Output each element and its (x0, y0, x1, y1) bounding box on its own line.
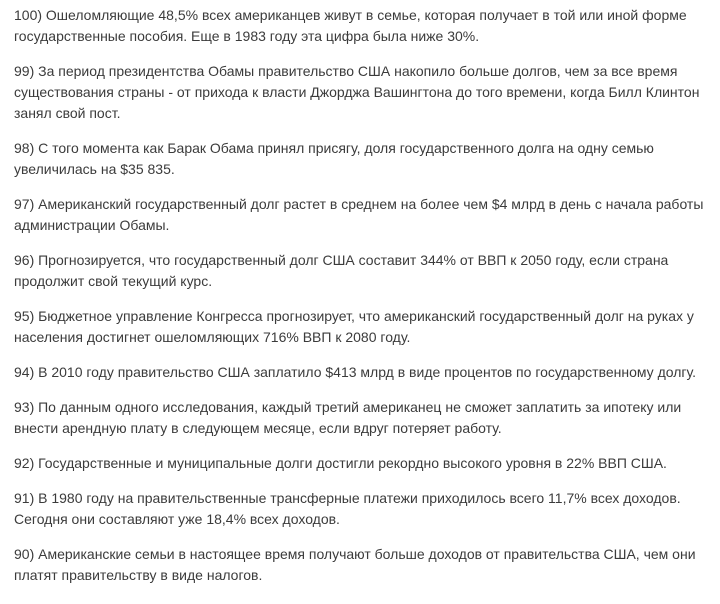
fact-paragraph-100: 100) Ошеломляющие 48,5% всех американцев живут в семье, которая получает в той или иной форме государственные пособия. Еще в 1983 году эта цифра была ниже 30%. (14, 7, 687, 44)
fact-paragraph-92: 92) Государственные и муниципальные долги достигли рекордно высокого уровня в 22% ВВП США. (14, 455, 667, 471)
fact-paragraph-93: 93) По данным одного исследования, каждый третий американец не сможет заплатить за ипотеку или внести арендную плату в следующем месяце, если вдруг потеряет работу. (14, 399, 682, 436)
fact-paragraph-95: 95) Бюджетное управление Конгресса прогнозирует, что американский государственный долг на руках у населения достигнет ошеломляющих 716% ВВП к 2080 году. (14, 308, 694, 345)
fact-paragraph-98: 98) С того момента как Барак Обама принял присягу, доля государственного долга на одну семью увеличилась на $35 835. (14, 140, 654, 177)
fact-paragraph-90: 90) Американские семьи в настоящее время получают больше доходов от правительства США, чем они платят правительству в виде налогов. (14, 546, 696, 583)
fact-paragraph-91: 91) В 1980 году на правительственные трансферные платежи приходилось всего 11,7% всех доходов. Сегодня они составляют уже 18,4% всех доходов. (14, 490, 681, 527)
fact-paragraph-97: 97) Американский государственный долг растет в среднем на более чем $4 млрд в день с начала работы администрации Обамы. (14, 196, 704, 233)
fact-paragraph-96: 96) Прогнозируется, что государственный долг США составит 344% от ВВП к 2050 году, если страна продолжит свой текущий курс. (14, 252, 669, 289)
fact-paragraph-94: 94) В 2010 году правительство США заплатило $413 млрд в виде процентов по государственному долгу. (14, 364, 696, 380)
fact-paragraph-99: 99) За период президентства Обамы правительство США накопило больше долгов, чем за все время существования страны - от прихода к власти Джорджа Вашингтона до того времени, когда Билл Клинтон занял свой пост. (14, 63, 700, 121)
